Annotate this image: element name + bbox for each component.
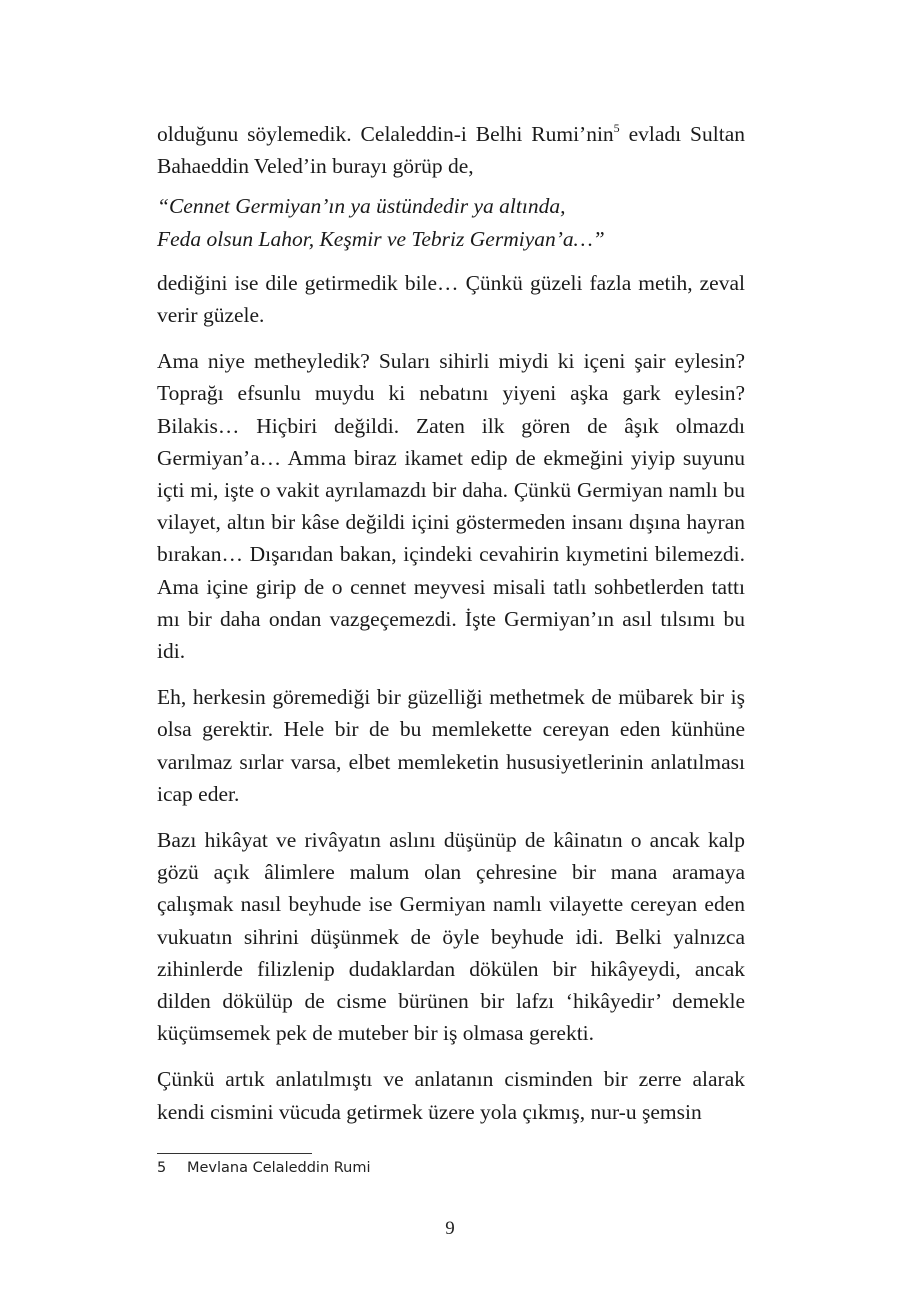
page-number: 9 [445,1218,455,1239]
poem-quote [157,190,745,254]
footnote-divider [157,1153,312,1154]
paragraph-1-text-b: evladı Sultan Bahaeddin Veled’in burayı görüp de, [157,122,745,179]
footnote-text: Mevlana Celaleddin Rumi [187,1160,371,1176]
footnote [157,1160,371,1176]
paragraph-4: Eh, herkesin göremediği bir güzelliği methetmek de mübarek bir iş olsa gerektir. Hele bir de bu memlekette cereyan eden künhüne varılmaz sırlar varsa, elbet memleketin hususiyetlerinin anlatılması icap eder. [157,685,745,806]
paragraph-3: Ama niye metheyledik? Suları sihirli miydi ki içeni şair eylesin? Toprağı efsunlu muydu ki nebatını yiyeni aşka gark eylesin? Bilakis… Hiçbiri değildi. Zaten ilk gören de âşık olmazdı Germiyan’a… Amma biraz ikamet edip de ekmeğini yiyip suyunu içti mi, işte o vakit ayrılamazdı bir daha. Çünkü Germiyan namlı bu vilayet, altın bir kâse değildi içini göstermeden insanı dışına hayran bırakan… Dışarıdan bakan, içindeki cevahirin kıymetini bilemezdi. Ama içine girip de o cennet meyvesi misali tatlı sohbetlerden tattı mı bir daha ondan vazgeçemezdi. İşte Germiyan’ın asıl tılsımı bu idi. [157,349,745,664]
paragraph-1 [157,118,745,182]
paragraph-6: Çünkü artık anlatılmıştı ve anlatanın cisminden bir zerre alarak kendi cismini vücuda getirmek üzere yola çıkmış, nur-u şemsin [157,1067,745,1124]
body-text [157,118,745,1142]
footnote-number: 5 [157,1160,167,1176]
paragraph-5: Bazı hikâyat ve rivâyatın aslını düşünüp de kâinatın o ancak kalp gözü açık âlimlere malum olan çehresine bir mana aramaya çalışmak nasıl beyhude ise Germiyan namlı vilayette cereyan eden vukuatın sihrini düşünmek de öyle beyhude idi. Belki yalnızca zihinlerde filizlenip dudaklardan dökülen bir hikâyeydi, ancak dilden dökülüp de cisme bürünen bir lafzı ‘hikâyedir’ demekle küçümsemek pek de muteber bir iş olmasa gerekti. [157,828,745,1046]
quote-line-2: Feda olsun Lahor, Keşmir ve Tebriz Germiyan’a…” [157,226,605,251]
paragraph-2: dediğini ise dile getirmedik bile… Çünkü güzeli fazla metih, zeval verir güzele. [157,270,745,328]
quote-line-1: “Cennet Germiyan’ın ya üstündedir ya altında, [157,194,566,219]
paragraph-1-text-a: olduğunu söylemedik. Celaleddin-i Belhi Rumi’nin [157,122,614,146]
footnote-reference: 5 [613,121,620,135]
